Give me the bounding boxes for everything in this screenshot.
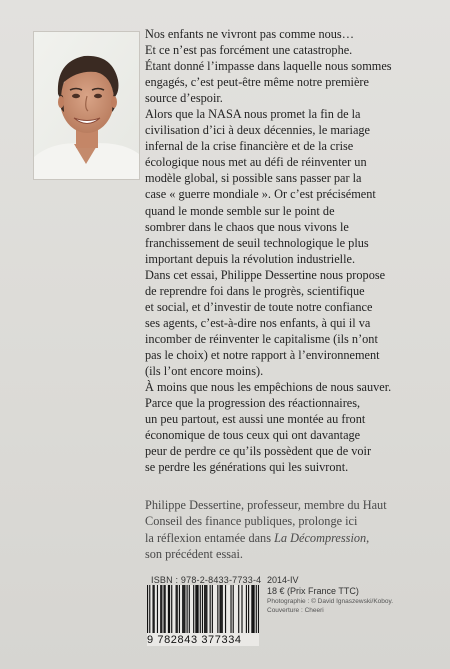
author-bio-line [145,530,440,546]
barcode-bar [149,585,150,635]
blurb-line: franchissement de seuil technologique le plus [145,235,369,250]
barcode-bar [152,585,153,635]
barcode-bar [182,585,183,635]
cover-credit: Couverture : Cheeri [267,607,324,614]
barcode-bar [147,585,148,635]
blurb-line: pas le choix) et notre rapport à l’environnement [145,347,380,362]
blurb-line: Dans cet essai, Philippe Dessertine nous propose [145,267,386,282]
blurb-line: se perdre les générations qui les suivront. [145,460,349,475]
blurb-line: Alors que la NASA nous promet la fin de la [145,107,361,122]
barcode-bar [171,585,172,635]
blurb-line: À moins que nous les empêchions de nous sauver. [145,380,392,395]
barcode-bar [184,585,185,635]
blurb-line: Étant donné l’impasse dans laquelle nous sommes [145,59,392,74]
previous-book-title: La Décompression [274,530,367,545]
blurb-line: économique de tous ceux qui ont davantage [145,428,361,443]
blurb-line: engagés, c’est peut-être même notre première [145,75,369,90]
blurb-line: écologique nous met au défi de réinventer un [145,155,367,170]
back-cover-blurb [145,26,435,475]
barcode-bars [147,585,259,635]
barcode-bar [221,585,222,635]
blurb-line: important depuis la révolution industrielle. [145,251,356,266]
barcode-bar [212,585,213,635]
barcode-bar [169,585,170,635]
barcode-bar [205,585,206,635]
barcode-bar [196,585,197,635]
blurb-line: (ils l’ont encore moins). [145,363,264,378]
author-bio-line: Philippe Dessertine, professeur, membre du Haut [145,498,387,512]
barcode-bar [179,585,180,635]
barcode-bar [206,585,207,635]
barcode-bar [160,585,161,635]
barcode-bar [233,585,234,635]
barcode-bar [256,585,257,635]
barcode-bar [165,585,166,635]
edition-code: 2014-IV [267,575,299,585]
barcode-bar [187,585,188,635]
barcode-bar [163,585,164,635]
barcode-bar [248,585,249,635]
barcode-bar [161,585,162,635]
barcode-bar [225,585,226,635]
barcode-bar [183,585,184,635]
barcode-bar [258,585,259,635]
barcode-bar [193,585,194,635]
barcode-bar [204,585,205,635]
barcode-bar [251,585,252,635]
barcode-digits: 9 782843 377334 [147,633,259,646]
blurb-line: Parce que la progression des réactionnaires, [145,396,361,411]
barcode-bar [219,585,220,635]
blurb-line: incomber de réinventer le capitalisme (ils n’ont [145,331,378,346]
barcode-bar [210,585,211,635]
isbn-label: ISBN : 978-2-8433-7733-4 [151,575,262,585]
author-bio-line: Conseil des finance publiques, prolonge ici [145,514,358,529]
blurb-line: source d’espoir. [145,91,223,106]
barcode-bar [252,585,253,635]
blurb-line: et social, et d’investir de toute notre confiance [145,299,373,314]
barcode-bar [246,585,247,635]
barcode-bar [200,585,201,635]
blurb-line: civilisation d’ici à deux décennies, le mariage [145,123,371,138]
author-bio [145,497,440,563]
barcode-bar [254,585,255,635]
barcode-bar [198,585,199,635]
barcode-bar [157,585,158,635]
barcode-bar [217,585,218,635]
blurb-line: un peu partout, est aussi une montée au front [145,412,366,427]
blurb-line: modèle global, si possible sans passer par la [145,171,362,186]
blurb-line: case « guerre mondiale ». Or c’est précisément [145,187,376,202]
blurb-line: quand le monde semble sur le point de [145,203,335,218]
barcode-bar [241,585,242,635]
barcode-bar [176,585,177,635]
barcode-bar [195,585,196,635]
author-photo [33,31,140,180]
author-bio-line: son précédent essai. [145,547,243,562]
barcode-bar [189,585,190,635]
barcode-bar [230,585,231,635]
photo-credit: Photographie : © David Ignaszewski/Koboy. [267,598,394,605]
blurb-line: peur de perdre ce qu’ils possèdent que de voir [145,444,372,459]
blurb-line: Nos enfants ne vivront pas comme nous… [145,27,355,41]
pricing-block [267,575,393,615]
barcode-bar [168,585,169,635]
barcode-bar [154,585,155,635]
barcode-bar [238,585,239,635]
blurb-line: ses agents, c’est-à-dire nos enfants, à qui il va [145,315,371,330]
blurb-line: infernal de la crise financière et de la crise [145,139,354,154]
author-bio-text: la réflexion entamée dans [145,530,275,545]
barcode-bar [222,585,223,635]
price: 18 € (Prix France TTC) [267,586,359,596]
blurb-line: de reprendre foi dans le progrès, scientifique [145,283,365,298]
author-portrait-image [34,32,139,179]
blurb-line: Et ce n’est pas forcément une catastrophe. [145,43,353,58]
blurb-line: sombrer dans le chaos que nous vivons le [145,219,349,234]
barcode-bar [202,585,203,635]
author-bio-text: , [366,530,370,545]
barcode-bar [177,585,178,635]
